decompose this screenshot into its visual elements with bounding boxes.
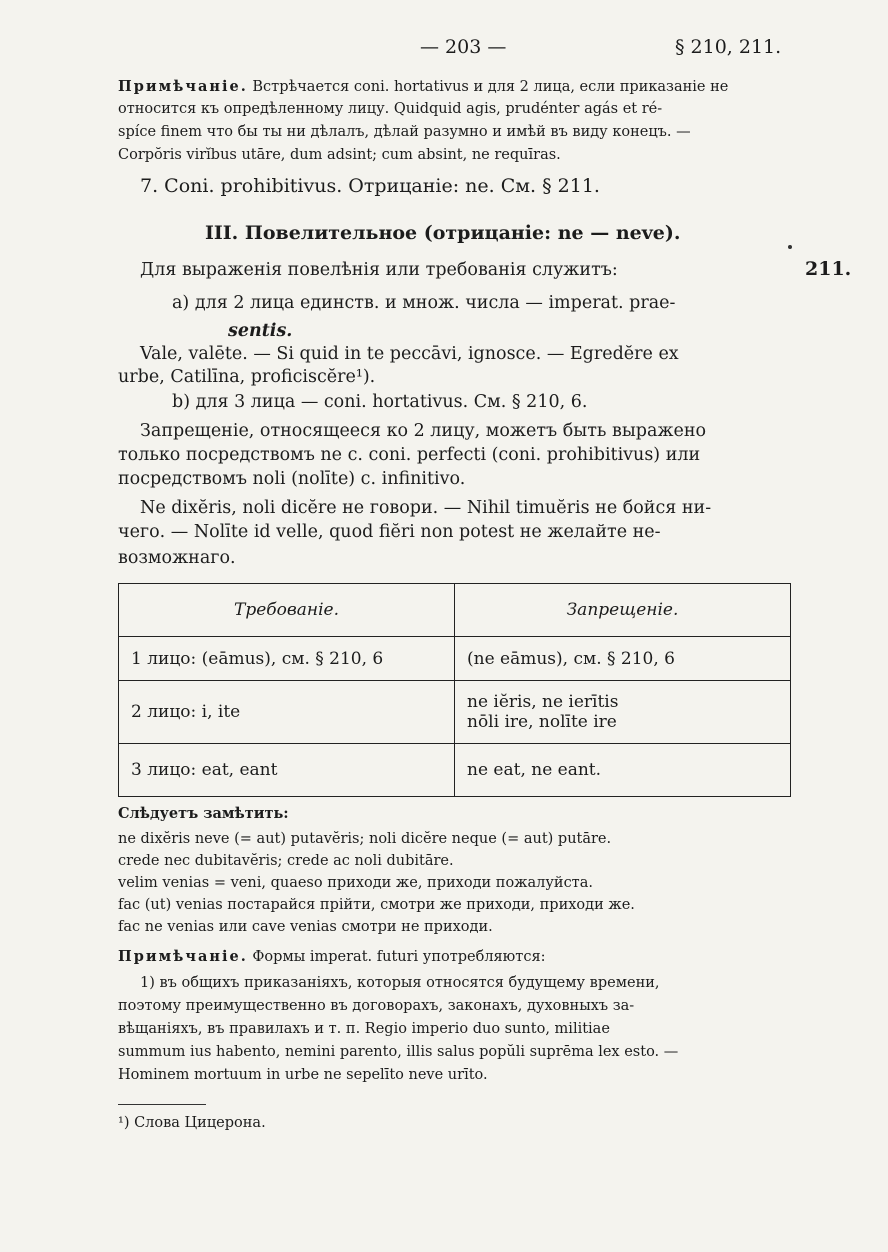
prohibition-line3: посредствомъ noli (nolīte) c. infinitivo. <box>118 469 466 489</box>
observe-line4: fac (ut) venias постарайся прійти, смотри же приходи, приходи же. <box>118 897 635 913</box>
prohibition-line5: чего. — Nolīte id velle, quod fiĕri non potest не желайте не- <box>118 522 661 542</box>
footnote: ¹) Слова Цицерона. <box>118 1115 266 1131</box>
table-row <box>119 637 791 681</box>
rule-a-line2: sentis. <box>228 321 293 341</box>
example-line2: urbe, Catilīna, proficiscĕre¹). <box>118 367 376 387</box>
row2-demand: 2 лицо: i, ite <box>119 681 455 744</box>
table-row <box>119 744 791 797</box>
observe-line5: fac ne venias или cave venias смотри не приходи. <box>118 919 493 935</box>
note1-text1: Встрѣчается coni. hortativus и для 2 лица, если приказаніе не <box>252 79 729 95</box>
observe-line2: crede nec dubitavĕris; crede ac noli dubitāre. <box>118 853 454 869</box>
row2-prohibition-line1: ne iĕris, ne ierītis <box>467 692 619 712</box>
row2-prohibition-line2: nōli ire, nolīte ire <box>467 712 617 732</box>
footnote-rule <box>118 1104 206 1105</box>
row2-prohibition <box>455 681 791 744</box>
example-line1: Vale, valēte. — Si quid in te peccāvi, ignosce. — Egredĕre ex <box>140 344 679 364</box>
note1-label: Примѣчаніе. <box>118 78 248 95</box>
note2-intro-line <box>118 948 546 965</box>
margin-dot <box>788 245 792 249</box>
note2-label: Примѣчаніе. <box>118 948 248 965</box>
note1-line3: spíce finem что бы ты ни дѣлалъ, дѣлай разумно и имѣй въ виду конецъ. — <box>118 124 691 140</box>
section-heading: III. Повелительное (отрицаніе: ne — neve). <box>205 222 681 244</box>
note1-line1 <box>118 78 728 95</box>
row1-prohibition: (ne eāmus), см. § 210, 6 <box>455 637 791 681</box>
page-number: — 203 — <box>420 36 507 58</box>
observe-title: Слѣдуетъ замѣтить: <box>118 805 289 822</box>
prohibition-line1: Запрещеніе, относящееся ко 2 лицу, можетъ быть выражено <box>140 421 707 441</box>
item-7: 7. Coni. prohibitivus. Отрицаніе: ne. См. § 211. <box>140 175 600 197</box>
note2-line4: summum ius habento, nemini parento, illis salus popŭli suprēma lex esto. — <box>118 1044 679 1060</box>
note2-line3: вѣщаніяхъ, въ правилахъ и т. п. Regio imperio duo sunto, militiae <box>118 1021 610 1037</box>
para211-lead: Для выраженія повелѣнія или требованія служитъ: <box>140 260 618 280</box>
note2-intro: Формы imperat. futuri употребляются: <box>252 949 546 965</box>
note2-line1: 1) въ общихъ приказаніяхъ, которыя относятся будущему времени, <box>140 975 660 991</box>
observe-line1: ne dixĕris neve (= aut) putavĕris; noli dicĕre neque (= aut) putāre. <box>118 831 612 847</box>
note2-line2: поэтому преимущественно въ договорахъ, законахъ, духовныхъ за- <box>118 998 635 1014</box>
section-number-211: 211. <box>805 258 852 280</box>
table-row <box>119 681 791 744</box>
note2-line5: Hominem mortuum in urbe ne sepelīto neve urīto. <box>118 1067 488 1083</box>
header-demand: Требованіе. <box>119 584 455 637</box>
rule-b: b) для 3 лица — coni. hortativus. См. § 210, 6. <box>172 392 588 412</box>
row3-prohibition: ne eat, ne eant. <box>455 744 791 797</box>
imperative-table <box>118 583 791 797</box>
section-reference: § 210, 211. <box>675 36 782 58</box>
row3-demand: 3 лицо: eat, eant <box>119 744 455 797</box>
note1-line2: относится къ опредѣленному лицу. Quidquid agis, prudénter agás et ré- <box>118 101 663 117</box>
note1-line4: Corpŏris virĭbus utāre, dum adsint; cum absint, ne requīras. <box>118 147 561 163</box>
header-prohibition: Запрещеніе. <box>455 584 791 637</box>
rule-a-line1: a) для 2 лица единств. и множ. числа — imperat. prae- <box>172 293 676 313</box>
prohibition-line2: только посредствомъ ne c. coni. perfecti (coni. prohibitivus) или <box>118 445 701 465</box>
prohibition-line4: Ne dixĕris, noli dicĕre не говори. — Nihil timuĕris не бойся ни- <box>140 498 712 518</box>
observe-line3: velim venias = veni, quaeso приходи же, приходи пожалуйста. <box>118 875 593 891</box>
table-header-row <box>119 584 791 637</box>
row1-demand: 1 лицо: (eāmus), см. § 210, 6 <box>119 637 455 681</box>
prohibition-line6: возможнаго. <box>118 548 236 568</box>
